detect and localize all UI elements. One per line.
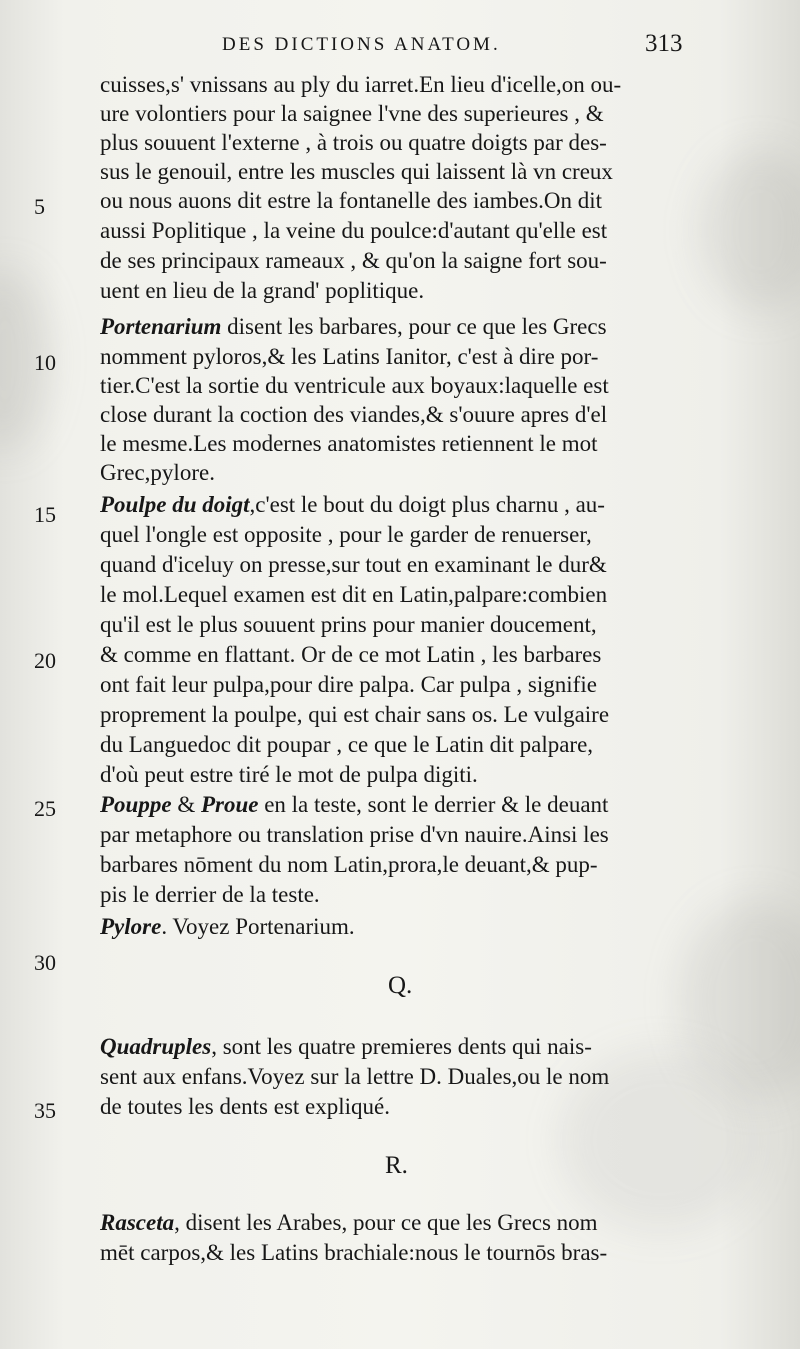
text-line: ou nous auons dit estre la fontanelle des iambes.On dit <box>100 188 603 213</box>
entry-term: Poulpe du doigt <box>100 492 250 517</box>
text-line: qu'il est le plus souuent prins pour manier doucement, <box>100 612 597 637</box>
entry-text: , sont les quatre premieres dents qui nais- <box>211 1034 592 1059</box>
entry-term: Proue <box>200 792 259 817</box>
margin-line-number: 25 <box>34 796 56 821</box>
entry-text: & <box>171 792 201 817</box>
entry-line <box>100 790 608 820</box>
text-line: barbares nōment du nom Latin,prora,le deuant,& pup- <box>100 852 598 877</box>
text-line: par metaphore ou translation prise d'vn nauire.Ainsi les <box>100 822 609 847</box>
margin-line-number: 10 <box>34 350 56 375</box>
text-line: tier.C'est la sortie du ventricule aux boyaux:laquelle est <box>100 373 609 398</box>
entry-line <box>100 490 605 520</box>
entry-line <box>100 312 607 342</box>
entry-text: , disent les Arabes, pour ce que les Grecs nom <box>174 1210 598 1235</box>
running-head: DES DICTIONS ANATOM. <box>222 34 501 55</box>
text-line: sent aux enfans.Voyez sur la lettre D. Duales,ou le nom <box>100 1064 610 1089</box>
margin-line-number: 5 <box>34 194 45 219</box>
text-line: plus souuent l'externe , à trois ou quatre doigts par des- <box>100 130 607 155</box>
text-line: uent en lieu de la grand' poplitique. <box>100 278 425 303</box>
text-line: d'où peut estre tiré le mot de pulpa digiti. <box>100 762 478 787</box>
text-line: sus le genouil, entre les muscles qui laissent là vn creux <box>100 159 613 184</box>
text-line: pis le derrier de la teste. <box>100 882 320 907</box>
text-line: cuisses,s' vnissans au ply du iarret.En lieu d'icelle,on ou- <box>100 72 622 97</box>
text-line: quel l'ongle est opposite , pour le garder de renuerser, <box>100 522 592 547</box>
text-line: nomment pyloros,& les Latins Ianitor, c'est à dire por- <box>100 344 599 369</box>
text-line: le mesme.Les modernes anatomistes retiennent le mot <box>100 431 598 456</box>
entry-text: disent les barbares, pour ce que les Grecs <box>221 314 607 339</box>
entry-text: . Voyez Portenarium. <box>161 914 355 939</box>
entry-text: ,c'est le bout du doigt plus charnu , au- <box>249 492 605 517</box>
section-heading-q: Q. <box>388 972 413 999</box>
text-line: ont fait leur pulpa,pour dire palpa. Car pulpa , signifie <box>100 672 597 697</box>
text-line: le mol.Lequel examen est dit en Latin,palpare:combien <box>100 582 608 607</box>
page-number: 313 <box>645 30 683 57</box>
entry-term: Quadruples <box>100 1034 212 1059</box>
entry-line <box>100 1032 592 1062</box>
text-line: mēt carpos,& les Latins brachiale:nous le tournōs bras- <box>100 1240 608 1265</box>
text-line: de ses principaux rameaux , & qu'on la saigne fort sou- <box>100 248 607 273</box>
entry-term: Pouppe <box>100 792 172 817</box>
text-line: de toutes les dents est expliqué. <box>100 1094 390 1119</box>
text-line: aussi Poplitique , la veine du poulce:d'autant qu'elle est <box>100 218 608 243</box>
text-line: Grec,pylore. <box>100 460 215 485</box>
margin-line-number: 30 <box>34 950 56 975</box>
entry-line <box>100 912 355 942</box>
entry-text: en la teste, sont le derrier & le deuant <box>258 792 609 817</box>
text-line: proprement la poulpe, qui est chair sans os. Le vulgaire <box>100 702 610 727</box>
section-heading-r: R. <box>385 1152 408 1179</box>
entry-term: Rasceta <box>100 1210 175 1235</box>
margin-line-number: 15 <box>34 502 56 527</box>
text-line: ure volontiers pour la saignee l'vne des superieures , & <box>100 101 604 126</box>
entry-line <box>100 1208 598 1238</box>
text-line: & comme en flattant. Or de ce mot Latin , les barbares <box>100 642 602 667</box>
margin-line-number: 20 <box>34 648 56 673</box>
entry-term: Portenarium <box>100 314 222 339</box>
text-line: du Languedoc dit poupar , ce que le Latin dit palpare, <box>100 732 594 757</box>
text-line: quand d'iceluy on presse,sur tout en examinant le dur& <box>100 552 607 577</box>
text-line: close durant la coction des viandes,& s'ouure apres d'el <box>100 402 608 427</box>
margin-line-number: 35 <box>34 1098 56 1123</box>
entry-term: Pylore <box>100 914 162 939</box>
